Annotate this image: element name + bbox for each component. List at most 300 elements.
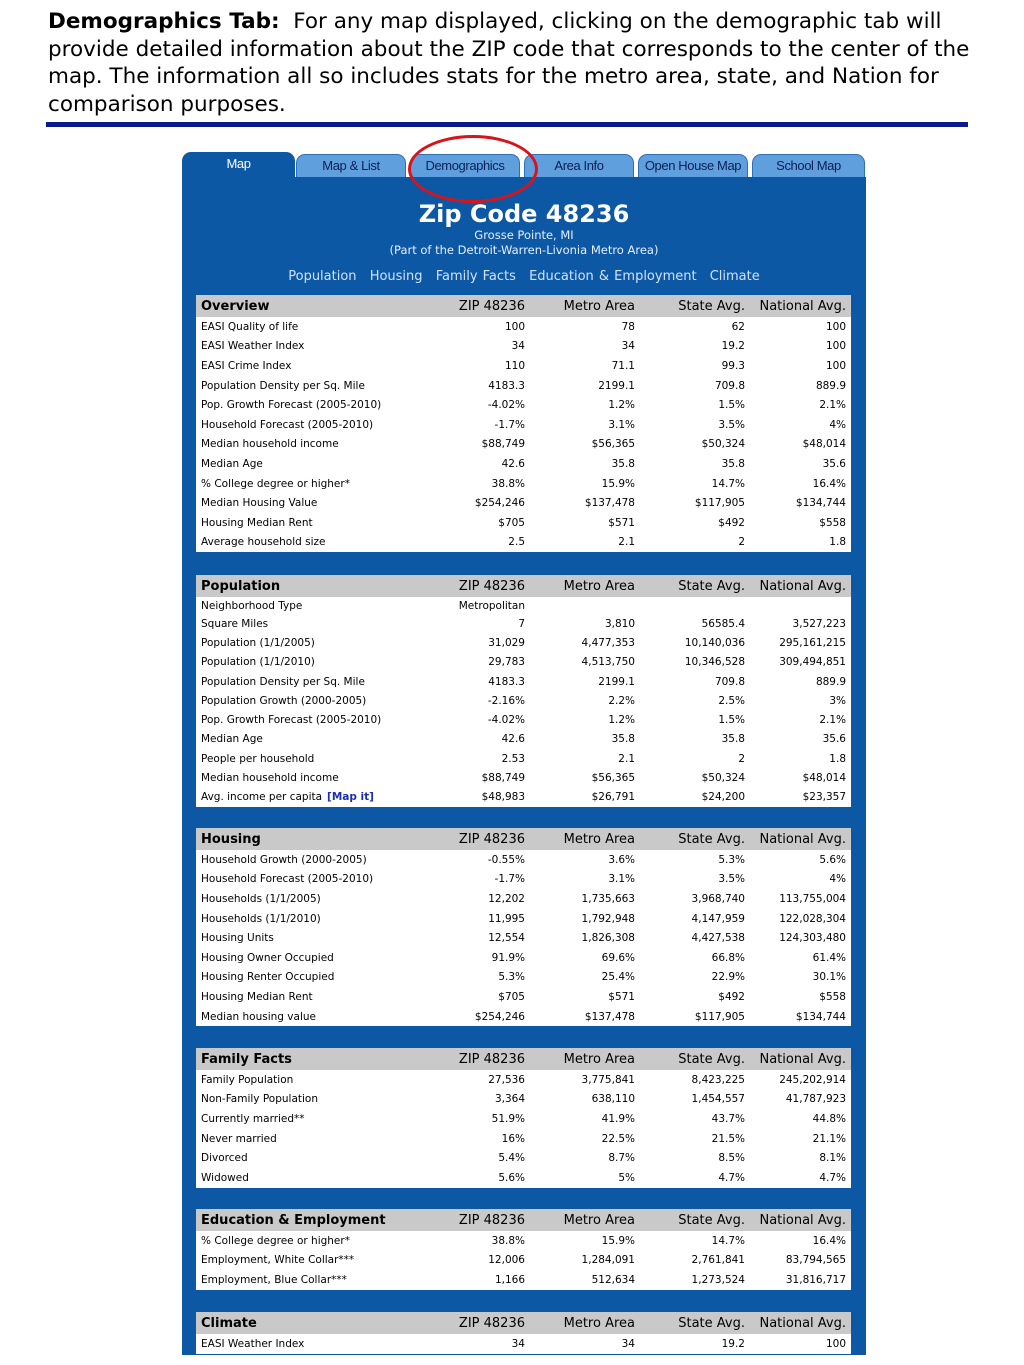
cell-zip: -2.16% [487, 694, 525, 707]
row-label: Households (1/1/2010) [201, 912, 321, 925]
cell-state: 4,147,959 [691, 912, 745, 925]
cell-state: 35.8 [721, 733, 745, 746]
cell-metro: 34 [621, 340, 635, 353]
cell-national: 1.8 [829, 752, 846, 765]
table-row [196, 909, 851, 929]
cell-state: 1.5% [718, 399, 745, 412]
cell-zip: Metropolitan [458, 599, 525, 612]
cell-metro: 1,284,091 [581, 1254, 635, 1267]
cell-state: 1,273,524 [691, 1273, 745, 1286]
link-housing[interactable]: Housing [369, 269, 423, 284]
row-label: Employment, White Collar*** [201, 1254, 355, 1267]
section-title: Education & Employment [201, 1212, 386, 1228]
tab-school-map[interactable]: School Map [752, 154, 865, 178]
cell-metro: 1,735,663 [581, 892, 635, 905]
cell-state: 19.2 [721, 340, 745, 353]
column-header-state: State Avg. [678, 298, 745, 314]
column-header-metro: Metro Area [563, 1315, 635, 1331]
cell-national: 309,494,851 [779, 656, 846, 669]
cell-national: 61.4% [812, 951, 846, 964]
table-row [196, 1270, 851, 1290]
table-row [196, 1168, 851, 1188]
cell-state: 35.8 [721, 457, 745, 470]
cell-metro: $571 [608, 990, 635, 1003]
table-row [196, 435, 851, 455]
table-row [196, 1148, 851, 1168]
row-label: Pop. Growth Forecast (2005-2010) [201, 714, 382, 727]
section-title: Population [201, 578, 281, 594]
row-label: EASI Weather Index [201, 340, 305, 353]
cell-state: 1,454,557 [691, 1093, 745, 1106]
cell-national: $134,744 [795, 497, 846, 510]
cell-state: 3.5% [718, 418, 745, 431]
tab-area-info[interactable]: Area Info [524, 154, 634, 178]
cell-national: 21.1% [812, 1132, 846, 1145]
cell-national: $48,014 [802, 438, 846, 451]
cell-zip: 51.9% [491, 1112, 525, 1125]
cell-state: $492 [718, 516, 745, 529]
column-header-national: National Avg. [759, 1315, 846, 1331]
cell-metro: 3,775,841 [581, 1073, 635, 1086]
cell-state: 2 [738, 536, 745, 549]
cell-zip: 5.6% [498, 1171, 525, 1184]
row-label: EASI Weather Index [201, 1337, 305, 1350]
section-header [196, 1048, 851, 1070]
row-label: % College degree or higher* [201, 1234, 350, 1247]
row-label: Median housing value [201, 1010, 316, 1023]
cell-national: $23,357 [802, 791, 846, 804]
table-row [196, 317, 851, 337]
cell-state: 10,140,036 [684, 636, 745, 649]
row-label: Population (1/1/2005) [201, 636, 315, 649]
column-header-metro: Metro Area [563, 831, 635, 847]
cell-national: 35.6 [822, 733, 846, 746]
column-header-state: State Avg. [678, 831, 745, 847]
cell-state: 66.8% [711, 951, 745, 964]
tab-bar [182, 152, 866, 178]
cell-national: 2.1% [819, 399, 846, 412]
row-label: EASI Quality of life [201, 320, 299, 333]
table-row [196, 533, 851, 553]
table-row [196, 1231, 851, 1251]
cell-metro: 1,792,948 [581, 912, 635, 925]
cell-metro: 35.8 [611, 733, 635, 746]
cell-metro: $571 [608, 516, 635, 529]
cell-state: 8,423,225 [691, 1073, 745, 1086]
zip-title: Zip Code 48236 [418, 200, 630, 228]
column-header-national: National Avg. [759, 831, 846, 847]
cell-zip: 3,364 [494, 1093, 525, 1106]
cell-metro: 4,477,353 [581, 636, 635, 649]
table-row [196, 928, 851, 948]
cell-national: 30.1% [812, 971, 846, 984]
table-row [196, 948, 851, 968]
cell-state: 10,346,528 [684, 656, 745, 669]
table-row [196, 653, 851, 672]
table-row [196, 1070, 851, 1090]
cell-metro: 3.6% [608, 853, 635, 866]
cell-state: 62 [731, 320, 745, 333]
cell-zip: $88,749 [481, 772, 525, 785]
cell-metro: 2.2% [608, 694, 635, 707]
city-name: Grosse Pointe, MI [474, 228, 574, 242]
table-row [196, 1251, 851, 1271]
table-row [196, 1007, 851, 1027]
row-label: Avg. income per capita [Map it] [201, 791, 374, 804]
cell-metro: 3,810 [604, 617, 635, 630]
cell-metro: 638,110 [591, 1093, 635, 1106]
tab-demographics[interactable]: Demographics [410, 154, 520, 178]
cell-national: 245,202,914 [779, 1073, 846, 1086]
divider-rule [46, 122, 968, 127]
table-row [196, 889, 851, 909]
row-label: Median Age [201, 457, 263, 470]
table-row [196, 870, 851, 890]
table-row [196, 513, 851, 533]
cell-national: 31,816,717 [785, 1273, 846, 1286]
cell-state: 4,427,538 [691, 932, 745, 945]
section-overview [196, 295, 851, 552]
row-label: Never married [201, 1132, 277, 1145]
cell-metro: 22.5% [601, 1132, 635, 1145]
cell-national: 295,161,215 [779, 636, 846, 649]
cell-zip: 27,536 [488, 1073, 525, 1086]
table-row [196, 376, 851, 396]
row-label: Employment, Blue Collar*** [201, 1273, 347, 1286]
cell-zip: 38.8% [491, 477, 525, 490]
cell-metro: 15.9% [601, 477, 635, 490]
table-row [196, 633, 851, 652]
cell-zip: 110 [504, 359, 525, 372]
cell-national: 100 [825, 340, 846, 353]
cell-national: 124,303,480 [779, 932, 846, 945]
tab-map[interactable]: Map [182, 152, 295, 180]
cell-metro: $137,478 [584, 497, 635, 510]
cell-national: 113,755,004 [779, 892, 846, 905]
row-label: Household Growth (2000-2005) [201, 853, 367, 866]
cell-zip: $705 [498, 990, 525, 1003]
table-row [196, 788, 851, 807]
cell-national: 2.1% [819, 714, 846, 727]
cell-national: 100 [825, 1337, 846, 1350]
cell-national: 83,794,565 [785, 1254, 846, 1267]
column-header-state: State Avg. [678, 1315, 745, 1331]
intro-paragraph [48, 8, 1008, 118]
tab-map-list[interactable]: Map & List [296, 154, 406, 178]
cell-zip: -1.7% [494, 418, 525, 431]
row-label: % College degree or higher* [201, 477, 350, 490]
cell-national: 1.8 [829, 536, 846, 549]
cell-national: 3% [829, 694, 846, 707]
cell-state: 4.7% [718, 1171, 745, 1184]
cell-metro: 35.8 [611, 457, 635, 470]
section-climate [196, 1312, 851, 1354]
table-row [196, 730, 851, 749]
section-title: Overview [201, 298, 270, 314]
column-header-metro: Metro Area [563, 1051, 635, 1067]
cell-zip: 4183.3 [488, 675, 525, 688]
cell-state: 19.2 [721, 1337, 745, 1350]
cell-metro: 78 [621, 320, 635, 333]
cell-metro: 2199.1 [598, 675, 635, 688]
row-label: Population Density per Sq. Mile [201, 379, 365, 392]
row-label: Housing Median Rent [201, 990, 313, 1003]
column-header-national: National Avg. [759, 1051, 846, 1067]
table-row [196, 474, 851, 494]
cell-zip: $88,749 [481, 438, 525, 451]
intro-text: For any map displayed, clicking on the demographic tab will provide detailed information about the ZIP code that corresponds to the center of the map. The information all so includes stats for the metro area, state, and Nation for comparison purposes. [48, 9, 970, 117]
table-row [196, 768, 851, 787]
row-label: Population Density per Sq. Mile [201, 675, 365, 688]
cell-zip: -1.7% [494, 873, 525, 886]
row-label: Housing Median Rent [201, 516, 313, 529]
column-header-zip: ZIP 48236 [458, 1212, 525, 1228]
cell-state: 5.3% [718, 853, 745, 866]
cell-state: 2 [738, 752, 745, 765]
section-title: Family Facts [201, 1051, 292, 1067]
cell-state: $24,200 [701, 791, 745, 804]
cell-zip: 16% [501, 1132, 525, 1145]
cell-zip: 5.3% [498, 971, 525, 984]
map-it-link[interactable]: [Map it] [327, 791, 374, 804]
cell-zip: $254,246 [474, 497, 525, 510]
cell-state: 56585.4 [701, 617, 745, 630]
cell-metro: $137,478 [584, 1010, 635, 1023]
cell-national: 5.6% [819, 853, 846, 866]
cell-metro: 1.2% [608, 399, 635, 412]
row-label: People per household [201, 752, 315, 765]
table-row [196, 672, 851, 691]
table-row [196, 454, 851, 474]
section-header [196, 1209, 851, 1231]
cell-metro: 34 [621, 1337, 635, 1350]
cell-metro: 1.2% [608, 714, 635, 727]
column-header-zip: ZIP 48236 [458, 298, 525, 314]
cell-national: 100 [825, 359, 846, 372]
cell-zip: 31,029 [488, 636, 525, 649]
link-climate[interactable]: Climate [709, 269, 760, 284]
section-links [182, 269, 866, 284]
cell-zip: 12,202 [488, 892, 525, 905]
tab-open-house-map[interactable]: Open House Map [638, 154, 748, 178]
cell-zip: 12,554 [488, 932, 525, 945]
cell-metro: $56,365 [591, 772, 635, 785]
cell-national: 4% [829, 873, 846, 886]
cell-state: 2,761,841 [691, 1254, 745, 1267]
column-header-zip: ZIP 48236 [458, 831, 525, 847]
section-header [196, 1312, 851, 1334]
cell-zip: 2.53 [501, 752, 525, 765]
section-title: Housing [201, 831, 261, 847]
cell-metro: 25.4% [601, 971, 635, 984]
cell-zip: -0.55% [487, 853, 525, 866]
row-label: Pop. Growth Forecast (2005-2010) [201, 399, 382, 412]
cell-metro: 71.1 [611, 359, 635, 372]
cell-national: 16.4% [812, 477, 846, 490]
cell-national: 35.6 [822, 457, 846, 470]
cell-metro: $26,791 [591, 791, 635, 804]
table-row [196, 1090, 851, 1110]
table-row [196, 987, 851, 1007]
row-label: Family Population [201, 1073, 294, 1086]
row-label: Housing Owner Occupied [201, 951, 334, 964]
table-row [196, 1129, 851, 1149]
cell-national: 41,787,923 [785, 1093, 846, 1106]
cell-metro: 2199.1 [598, 379, 635, 392]
section-title: Climate [201, 1315, 257, 1331]
table-row [196, 691, 851, 710]
row-label: Household Forecast (2005-2010) [201, 418, 374, 431]
cell-zip: 91.9% [491, 951, 525, 964]
table-row [196, 968, 851, 988]
table-row [196, 850, 851, 870]
cell-zip: 42.6 [501, 733, 525, 746]
row-label: Neighborhood Type [201, 599, 303, 612]
link-population[interactable]: Population [288, 269, 357, 284]
cell-national: 100 [825, 320, 846, 333]
column-header-national: National Avg. [759, 578, 846, 594]
cell-state: $50,324 [701, 438, 745, 451]
row-label: Median Age [201, 733, 263, 746]
cell-zip: 5.4% [498, 1152, 525, 1165]
row-label: Average household size [201, 536, 326, 549]
cell-state: 43.7% [711, 1112, 745, 1125]
cell-metro: 41.9% [601, 1112, 635, 1125]
table-row [196, 337, 851, 357]
link-family-facts[interactable]: Family Facts [435, 269, 516, 284]
cell-metro: 69.6% [601, 951, 635, 964]
cell-zip: 38.8% [491, 1234, 525, 1247]
column-header-zip: ZIP 48236 [458, 578, 525, 594]
column-header-national: National Avg. [759, 298, 846, 314]
table-row [196, 493, 851, 513]
row-label: Households (1/1/2005) [201, 892, 321, 905]
cell-state: 14.7% [711, 1234, 745, 1247]
cell-state: 709.8 [714, 379, 745, 392]
row-label: Median Housing Value [201, 497, 318, 510]
cell-metro: 5% [618, 1171, 635, 1184]
cell-zip: 29,783 [488, 656, 525, 669]
section-housing [196, 828, 851, 1026]
row-label: Housing Renter Occupied [201, 971, 335, 984]
table-row [196, 597, 851, 614]
cell-national: 4% [829, 418, 846, 431]
cell-state: 99.3 [721, 359, 745, 372]
cell-national: 889.9 [815, 675, 846, 688]
column-header-zip: ZIP 48236 [458, 1051, 525, 1067]
cell-state: 1.5% [718, 714, 745, 727]
cell-national: 3,527,223 [792, 617, 846, 630]
row-label: Widowed [201, 1171, 249, 1184]
intro-heading: Demographics Tab: [48, 9, 280, 34]
cell-state: 21.5% [711, 1132, 745, 1145]
cell-state: $117,905 [694, 497, 745, 510]
section-population [196, 575, 851, 807]
section-family-facts [196, 1048, 851, 1188]
table-row [196, 356, 851, 376]
section-header [196, 295, 851, 317]
cell-metro: 1,826,308 [581, 932, 635, 945]
cell-state: 22.9% [711, 971, 745, 984]
table-row [196, 614, 851, 633]
table-row [196, 395, 851, 415]
cell-zip: -4.02% [487, 714, 525, 727]
cell-national: 8.1% [819, 1152, 846, 1165]
cell-state: 2.5% [718, 694, 745, 707]
cell-zip: 4183.3 [488, 379, 525, 392]
cell-zip: 11,995 [488, 912, 525, 925]
column-header-metro: Metro Area [563, 578, 635, 594]
cell-zip: 12,006 [488, 1254, 525, 1267]
cell-metro: 512,634 [591, 1273, 635, 1286]
table-row [196, 749, 851, 768]
row-label: Non-Family Population [201, 1093, 319, 1106]
cell-state: 3.5% [718, 873, 745, 886]
row-label: Population (1/1/2010) [201, 656, 315, 669]
cell-state: $117,905 [694, 1010, 745, 1023]
cell-state: 14.7% [711, 477, 745, 490]
row-label: Median household income [201, 438, 339, 451]
column-header-metro: Metro Area [563, 1212, 635, 1228]
row-label: Household Forecast (2005-2010) [201, 873, 374, 886]
row-label: EASI Crime Index [201, 359, 292, 372]
cell-state: 709.8 [714, 675, 745, 688]
row-label: Housing Units [201, 932, 274, 945]
column-header-state: State Avg. [678, 578, 745, 594]
cell-state: 3,968,740 [691, 892, 745, 905]
cell-zip: 100 [504, 320, 525, 333]
column-header-metro: Metro Area [563, 298, 635, 314]
cell-zip: $254,246 [474, 1010, 525, 1023]
cell-metro: 4,513,750 [581, 656, 635, 669]
table-row [196, 1334, 851, 1354]
link-education-employment[interactable]: Education & Employment [529, 269, 697, 284]
cell-state: $492 [718, 990, 745, 1003]
cell-national: 44.8% [812, 1112, 846, 1125]
cell-metro: 3.1% [608, 418, 635, 431]
cell-national: 889.9 [815, 379, 846, 392]
section-header [196, 575, 851, 597]
table-row [196, 415, 851, 435]
cell-zip: 42.6 [501, 457, 525, 470]
row-label: Currently married** [201, 1112, 305, 1125]
row-label: Median household income [201, 772, 339, 785]
cell-zip: 1,166 [494, 1273, 525, 1286]
section-education-employment [196, 1209, 851, 1290]
cell-zip: 7 [518, 617, 525, 630]
cell-state: $50,324 [701, 772, 745, 785]
column-header-zip: ZIP 48236 [458, 1315, 525, 1331]
column-header-state: State Avg. [678, 1212, 745, 1228]
cell-national: $134,744 [795, 1010, 846, 1023]
cell-zip: $705 [498, 516, 525, 529]
metro-name: (Part of the Detroit-Warren-Livonia Metro Area) [389, 243, 659, 257]
row-label: Square Miles [201, 617, 269, 630]
table-row [196, 1109, 851, 1129]
cell-national: 122,028,304 [779, 912, 846, 925]
cell-zip: 34 [511, 340, 525, 353]
row-label: Population Growth (2000-2005) [201, 694, 367, 707]
column-header-national: National Avg. [759, 1212, 846, 1228]
cell-metro: 2.1 [618, 536, 635, 549]
cell-metro: 3.1% [608, 873, 635, 886]
table-row [196, 710, 851, 729]
cell-national: $558 [819, 990, 846, 1003]
row-label: Divorced [201, 1152, 248, 1165]
demographics-panel [182, 177, 866, 1355]
section-header [196, 828, 851, 850]
cell-zip: 34 [511, 1337, 525, 1350]
